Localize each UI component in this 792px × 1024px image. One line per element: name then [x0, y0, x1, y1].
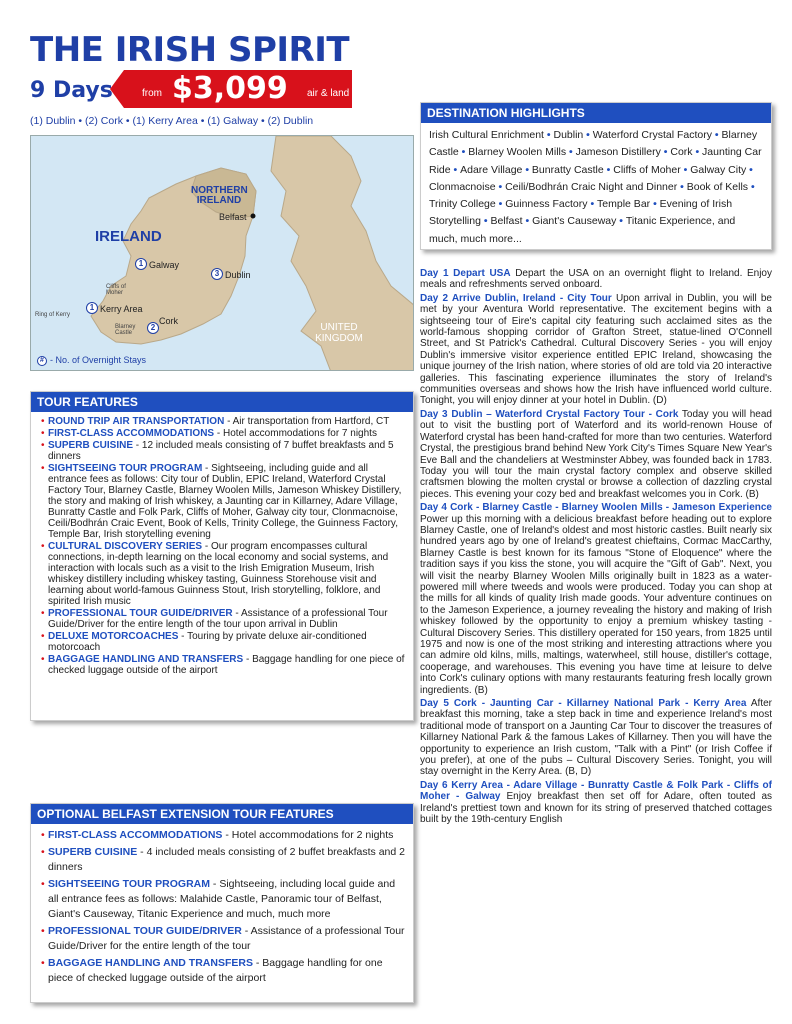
bullet-separator: •: [680, 163, 691, 176]
list-item: [43, 440, 405, 462]
destination-heading: DESTINATION HIGHLIGHTS: [421, 103, 771, 123]
bullet-separator: •: [748, 180, 755, 193]
feature-text: - 4 included meals consisting of 2 buffet breakfasts and 2 dinners: [48, 846, 405, 873]
feature-text: - Our program encompasses cultural connections, in-depth learning on the local economy and social systems, and interaction with locals such as a visit to the Irish Emigration Museum, Irish whiskey distillery including whiskey tasting, Guinness Storehouse visit and learning about world-famous Guinness Stout, Irish storytelling, folklore, and spirited Irish music: [48, 541, 389, 607]
list-item: [43, 956, 405, 986]
map-city-galway: Galway: [149, 260, 180, 270]
bullet-separator: •: [480, 215, 491, 228]
map-label-ring-of-kerry: Ring of Kerry: [35, 312, 71, 318]
bullet-separator: •: [650, 198, 660, 211]
price-banner: [124, 70, 352, 108]
bullet-separator: •: [522, 215, 533, 228]
list-item: [43, 828, 405, 843]
day-text: Enjoy breakfast then set off for Adare, often touted as Ireland's prettiest town and known for its string of preserved thatched cottages built by the 19th-century English: [420, 791, 773, 826]
destination-item: Adare Village: [460, 163, 523, 176]
destination-item: Cliffs of Moher: [613, 163, 681, 176]
feature-head: PROFESSIONAL TOUR GUIDE/DRIVER: [48, 925, 242, 937]
tour-features-heading: TOUR FEATURES: [31, 392, 413, 412]
feature-head: SIGHTSEEING TOUR PROGRAM: [48, 878, 210, 890]
stay-badge-kerry: 1: [86, 302, 98, 314]
bullet-separator: •: [587, 198, 598, 211]
page-title: THE IRISH SPIRIT: [30, 30, 350, 70]
destination-item: Irish Cultural Enrichment: [429, 129, 544, 141]
price-note: air & land: [307, 88, 350, 99]
bullet-separator: •: [616, 215, 626, 228]
destination-item: Giant's Causeway: [532, 215, 617, 228]
destination-item: Ceili/Bodhrán Craic Night and Dinner: [505, 180, 678, 193]
itinerary-day: [420, 502, 772, 696]
extension-list: [31, 824, 413, 986]
feature-text: - Hotel accommodations for 7 nights: [214, 428, 377, 439]
tour-features-box: [30, 391, 414, 721]
map-city-kerry: Kerry Area: [100, 304, 143, 314]
list-item: [43, 654, 405, 676]
destination-item: Cork: [670, 146, 693, 159]
bullet-separator: •: [583, 129, 593, 141]
belfast-dot: [251, 214, 256, 219]
destination-item: Galway City: [690, 163, 747, 176]
list-item: [43, 416, 405, 427]
bullet-separator: •: [677, 180, 687, 193]
feature-text: - Sightseeing, including guide and all entrance fees as follows: City tour of Dublin, EPIC Ireland, Waterford Crystal Factory Tour, Blarney Castle, Blarney Woolen Mills, Jameson Whiskey Distillery, the story and making of Irish whiskey, a Jaunting car in Killarney, Adare Village, Bunratty Castle and Folk Park, Cliffs of Moher, Galway city tour, Clonmacnoise, Ceili/Bodhrán Craic Event, Book of Kells, Trinity College, the Guinness Factory, Temple Bar, Irish storytelling evening: [48, 463, 402, 540]
day-text: Depart the USA on an overnight flight to Ireland. Enjoy meals and refreshments served onboard.: [420, 268, 772, 291]
map-label-cliffs: Cliffs of Moher: [106, 284, 126, 296]
list-item: [43, 463, 405, 540]
destination-item: Clonmacnoise: [429, 180, 496, 193]
day-text: Power up this morning with a delicious breakfast before heading out to explore Blarney Castle, one of Ireland's oldest and most historic castles. Built nearly six hundred years ago by one of Ireland's greatest chieftains, Cormac MacCarthy, Blarney Castle is best known for its famous "Stone of Eloquence" where the tradition says if you kiss the stone, you will acquire the "Gift of Gab". Next, you will visit the nearby Blarney Woolen Mills originally built in 1823 as a water-powered mill where tweeds and wools were produced. Today you can shop at the mills for all kinds of quality Irish made goods. Your adventure continues on to the Jameson Experience, a journey revealing the history and making of Irish whiskey followed by the opportunity to enjoy a premium whiskey tasting - Cultural Discovery Series. This distillery operated for 150 years, from 1825 until 1975 and now is one of the most striking and interesting attractions where you can admire old kilns, mills, maltings, waterwheel, still house, distiller's cottage, cooperage, and warehouses. This evening you have time at leisure to delve into Cork's culinary options with many restaurants featuring fresh locally grown ingredients. (B): [420, 513, 772, 696]
day-heading: Day 1 Depart USA: [420, 268, 511, 279]
stay-badge-cork: 2: [147, 322, 159, 334]
feature-head: CULTURAL DISCOVERY SERIES: [48, 541, 203, 552]
feature-text: - Baggage handling for one piece of checked luggage outside of the airport: [48, 654, 405, 676]
feature-head: ROUND TRIP AIR TRANSPORTATION: [48, 416, 225, 427]
overnight-stays-summary: (1) Dublin • (2) Cork • (1) Kerry Area • (1) Galway • (2) Dublin: [30, 115, 314, 127]
itinerary-day: [420, 409, 772, 500]
map-label-ireland: IRELAND: [95, 228, 162, 245]
feature-head: DELUXE MOTORCOACHES: [48, 631, 179, 642]
feature-text: - Baggage handling for one piece of checked luggage outside of the airport: [48, 957, 383, 984]
day-heading: Day 5 Cork - Jaunting Car - Killarney National Park - Kerry Area: [420, 698, 747, 710]
list-item: [43, 924, 405, 954]
destination-highlights-box: [420, 102, 772, 250]
itinerary-day: [420, 698, 772, 778]
map-city-cork: Cork: [159, 316, 179, 326]
feature-head: PROFESSIONAL TOUR GUIDE/DRIVER: [48, 608, 233, 619]
trip-length: 9 Days: [30, 78, 113, 103]
feature-head: SUPERB CUISINE: [48, 440, 134, 451]
destination-item: Titanic Experience, and much, much more...: [429, 215, 736, 245]
itinerary-day: [420, 293, 772, 407]
bullet-separator: •: [746, 163, 753, 176]
stay-badge-dublin: 3: [211, 268, 223, 280]
feature-head: BAGGAGE HANDLING AND TRANSFERS: [48, 957, 253, 969]
bullet-separator: •: [458, 146, 469, 159]
day-heading: Day 2 Arrive Dublin, Ireland - City Tour: [420, 292, 612, 304]
destination-item: Belfast: [490, 215, 523, 228]
itinerary: [420, 268, 772, 828]
extension-heading: OPTIONAL BELFAST EXTENSION TOUR FEATURES: [31, 804, 413, 824]
tour-features-list: [31, 412, 413, 676]
bullet-separator: •: [495, 198, 506, 211]
destination-item: Guinness Factory: [505, 198, 588, 211]
map-label-blarney: Blarney Castle: [115, 324, 136, 336]
feature-head: SIGHTSEEING TOUR PROGRAM: [48, 463, 203, 474]
feature-text: - Assistance of a professional Tour Guide/Driver for the entire length of the tour upon arrival in Dublin: [48, 608, 388, 630]
bullet-separator: •: [450, 163, 461, 176]
feature-text: - 12 included meals consisting of 7 buffet breakfasts and 5 dinners: [48, 440, 394, 462]
day-text: After breakfast this morning, take a step back in time and experience Ireland's most traditional mode of transport on a Jaunting Car Tour to discover the treasures of Killarney National Park & the famous Lakes of Killarney. Then you will have the opportunity to experience an Irish custom, "Talk with a Pint" (or Irish Coffee if you prefer), at one of the pubs – Cultural Discovery Series. Tonight, you will stay overnight in the Kerry Area. (B, D): [420, 698, 772, 778]
ireland-map: [30, 135, 414, 371]
map-city-belfast: Belfast: [219, 212, 247, 222]
itinerary-day: [420, 780, 772, 826]
list-item: [43, 877, 405, 922]
price-value: $3,099: [172, 71, 288, 106]
destination-item: Waterford Crystal Factory: [592, 129, 712, 141]
feature-head: SUPERB CUISINE: [48, 846, 138, 858]
feature-head: FIRST-CLASS ACCOMMODATIONS: [48, 829, 223, 841]
feature-text: - Hotel accommodations for 2 nights: [222, 829, 394, 841]
bullet-separator: •: [603, 163, 614, 176]
price-from-label: from: [142, 88, 162, 99]
bullet-separator: •: [712, 129, 722, 141]
stay-badge-galway: 1: [135, 258, 147, 270]
day-text: Upon arrival in Dublin, you will be met by your Aventura World representative. The excitement begins with a sightseeing tour of Eire's capital city featuring such acclaimed sites as the world-famous shopping corridor of Grafton Street, statue-lined O'Connell Street, and St Patrick's Cathedral. Cultural Discovery Series - you will enjoy Dublin's immersive visitor experience entitled EPIC Ireland, showcasing the unique journey of the Irish nation, where stories of old are told via 20 interactive galleries. This fascinating experience illuminates the story of Ireland's communities overseas and shows how the Irish have influenced world culture. Tonight, you will enjoy dinner at your hotel in Dublin. (D): [420, 292, 772, 407]
feature-text: - Air transportation from Hartford, CT: [224, 416, 390, 427]
feature-text: - Sightseeing, including local guide and all entrance fees as follows: Malahide Castle, Panoramic tour of Belfast, Giant's Causeway, Titanic Experience and much, much more: [48, 878, 396, 920]
destination-item: Blarney Woolen Mills: [468, 146, 567, 159]
list-item: [43, 845, 405, 875]
destination-item: Trinity College: [429, 198, 496, 211]
destination-item: Jaunting Car Ride: [429, 146, 762, 176]
destination-item: Bunratty Castle: [531, 163, 604, 176]
day-heading: Day 4 Cork - Blarney Castle - Blarney Woolen Mills - Jameson Experience: [420, 502, 772, 514]
feature-text: - Touring by private deluxe air-conditioned motorcoach: [48, 631, 367, 653]
destination-item: Temple Bar: [597, 198, 651, 211]
bullet-separator: •: [660, 146, 671, 159]
legend-badge: #: [37, 356, 47, 366]
destination-item: Blarney Castle: [429, 129, 758, 159]
bullet-separator: •: [522, 163, 532, 176]
bullet-separator: •: [692, 146, 703, 159]
destination-item: Evening of Irish Storytelling: [429, 198, 733, 228]
bullet-separator: •: [566, 146, 576, 159]
list-item: [43, 428, 405, 439]
map-legend: [37, 355, 146, 366]
legend-text: - No. of Overnight Stays: [50, 355, 147, 365]
destination-item: Book of Kells: [686, 180, 749, 193]
destination-item: Dublin: [553, 129, 584, 141]
list-item: [43, 631, 405, 653]
list-item: [43, 608, 405, 630]
bullet-separator: •: [543, 129, 554, 141]
day-text: Today you will head out to visit the bustling port of Waterford and its world-renown House of Waterford crystal has been hand-crafted for more than two centuries. Waterford Crystal, the prestigious brand behind New York City's Times Square New Year's Eve Ball and the chandeliers at Westminster Abbey, was founded back in 1783. Today you will tour the main crystal factory complex and observe skilled craftsmen blowing the molten crystal or browse a collection of dazzling crystal pieces. This evening your cozy bed and breakfast welcomes you in Cork. (B): [420, 408, 772, 500]
destination-list: [421, 123, 771, 252]
map-city-dublin: Dublin: [225, 270, 251, 280]
feature-text: - Assistance of a professional Tour Guide/Driver for the entire length of the tour: [48, 925, 405, 952]
feature-head: FIRST-CLASS ACCOMMODATIONS: [48, 428, 215, 439]
destination-item: Jameson Distillery: [575, 146, 661, 159]
map-label-uk: UNITED KINGDOM: [315, 322, 363, 344]
day-heading: Day 6 Kerry Area - Adare Village - Bunratty Castle & Folk Park - Cliffs of Moher - Galway: [420, 779, 772, 803]
feature-head: BAGGAGE HANDLING AND TRANSFERS: [48, 654, 244, 665]
bullet-separator: •: [495, 180, 506, 193]
belfast-extension-box: [30, 803, 414, 1003]
map-label-northern-ireland: NORTHERN IRELAND: [191, 185, 248, 206]
list-item: [43, 541, 405, 607]
day-heading: Day 3 Dublin – Waterford Crystal Factory Tour - Cork: [420, 408, 679, 420]
itinerary-day: [420, 268, 772, 291]
